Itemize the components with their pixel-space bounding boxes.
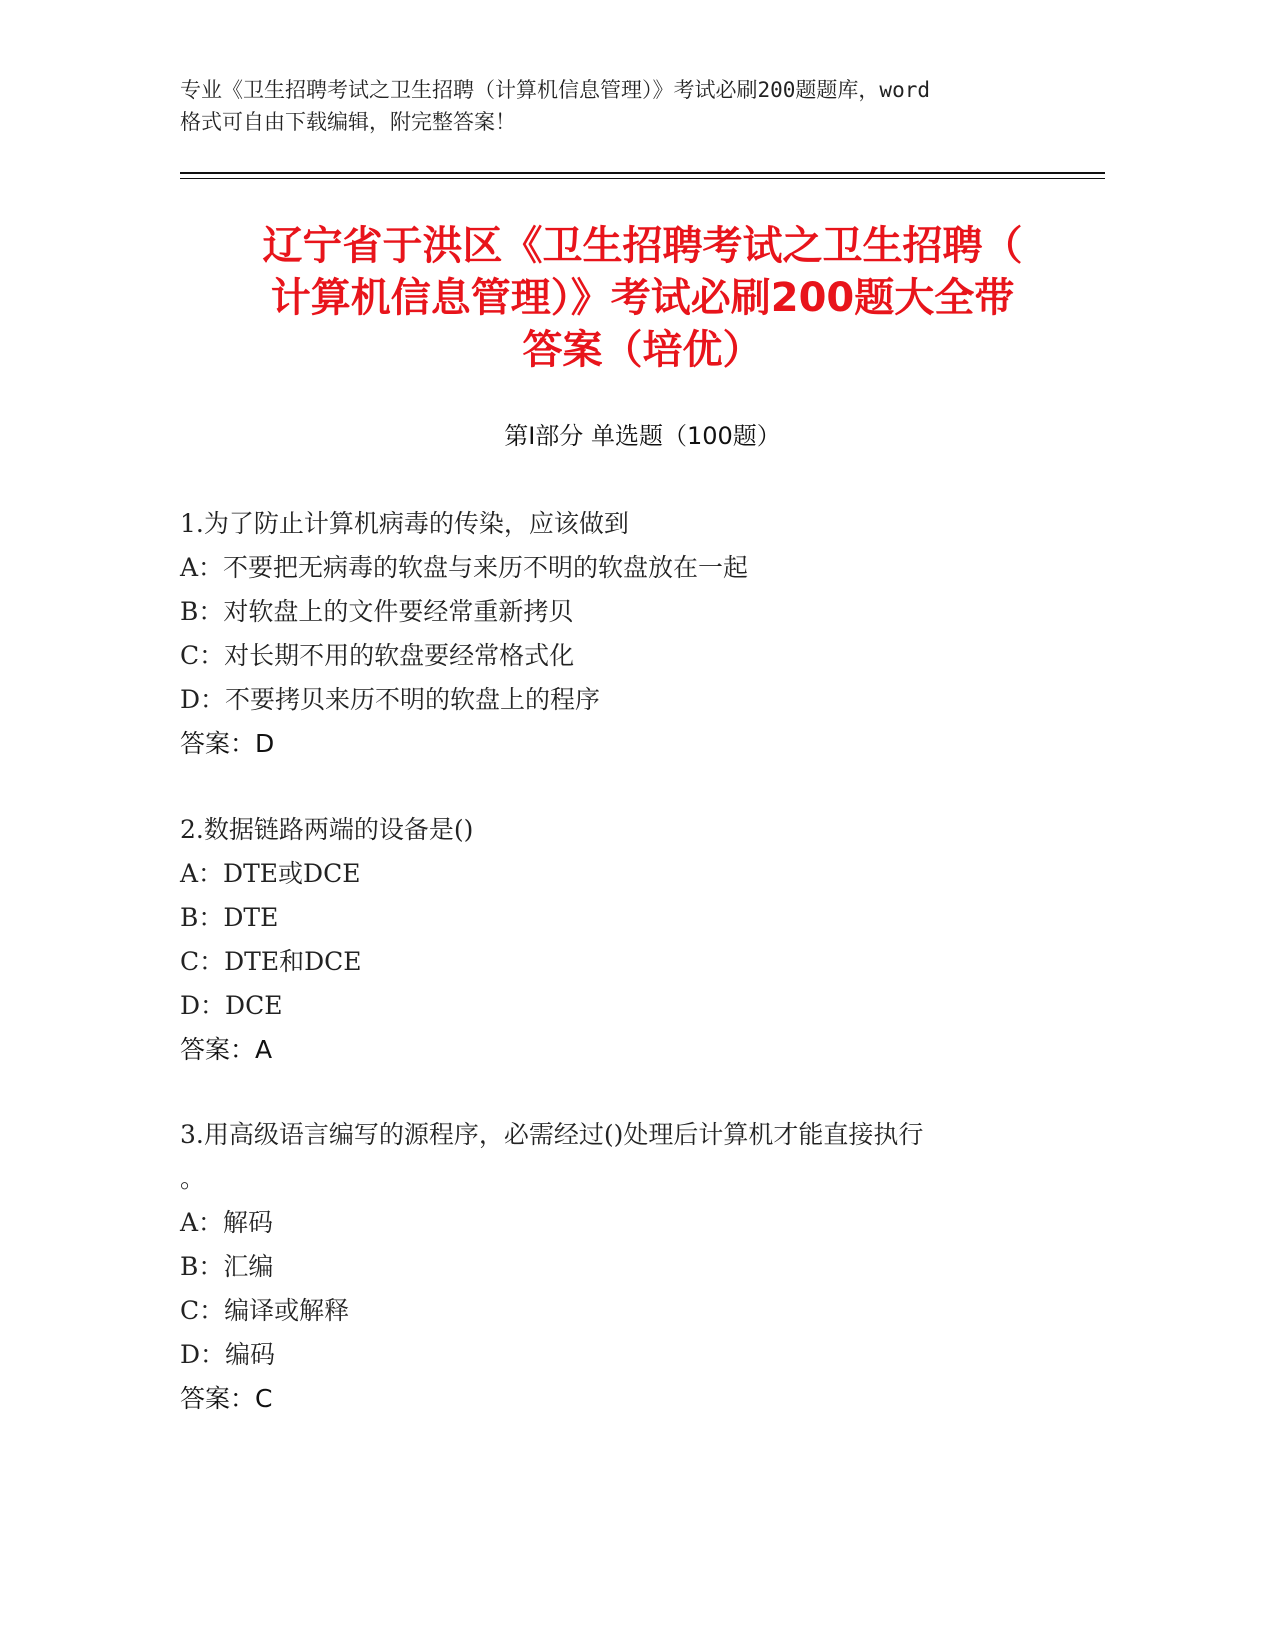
question-item [180,502,1080,766]
option-a: A：DTE或DCE [180,859,361,888]
question-stem: 1.为了防止计算机病毒的传染，应该做到 [180,509,629,538]
option-a: A：不要把无病毒的软盘与来历不明的软盘放在一起 [180,553,749,582]
question-item [180,1113,1080,1421]
document-title-line-2: 计算机信息管理）》考试必刷200题大全带 [270,275,1015,321]
option-c: C：DTE和DCE [180,947,362,976]
option-b: B：汇编 [180,1252,274,1281]
document-title-line-3: 答案（培优） [522,327,763,373]
option-c: C：对长期不用的软盘要经常格式化 [180,641,575,670]
option-d: D：不要拷贝来历不明的软盘上的程序 [180,685,601,714]
option-b: B：对软盘上的文件要经常重新拷贝 [180,597,574,626]
header-note-line-2: 格式可自由下载编辑，附完整答案！ [180,110,516,134]
question-item [180,808,1080,1072]
option-d: D：DCE [180,991,283,1020]
header-note [180,74,1080,138]
document-title-line-1: 辽宁省于洪区《卫生招聘考试之卫生招聘（ [262,223,1023,269]
answer-line: 答案：C [180,1384,273,1413]
option-c: C：编译或解释 [180,1296,350,1325]
option-a: A：解码 [180,1208,274,1237]
answer-line: 答案：A [180,1035,273,1064]
question-stem: 2.数据链路两端的设备是() [180,815,474,844]
question-stem: 3.用高级语言编写的源程序，必需经过()处理后计算机才能直接执行 [180,1120,924,1149]
document-title [180,220,1105,376]
option-b: B：DTE [180,903,279,932]
header-note-line-1: 专业《卫生招聘考试之卫生招聘（计算机信息管理）》考试必刷200题题库，word [180,78,930,102]
section-heading: 第Ⅰ部分 单选题（100题） [504,422,781,450]
header-divider-thin [180,178,1105,179]
option-d: D：编码 [180,1340,276,1369]
answer-line: 答案：D [180,729,275,758]
question-stem-continuation: 。 [180,1164,206,1193]
header-divider-thick [180,172,1105,174]
